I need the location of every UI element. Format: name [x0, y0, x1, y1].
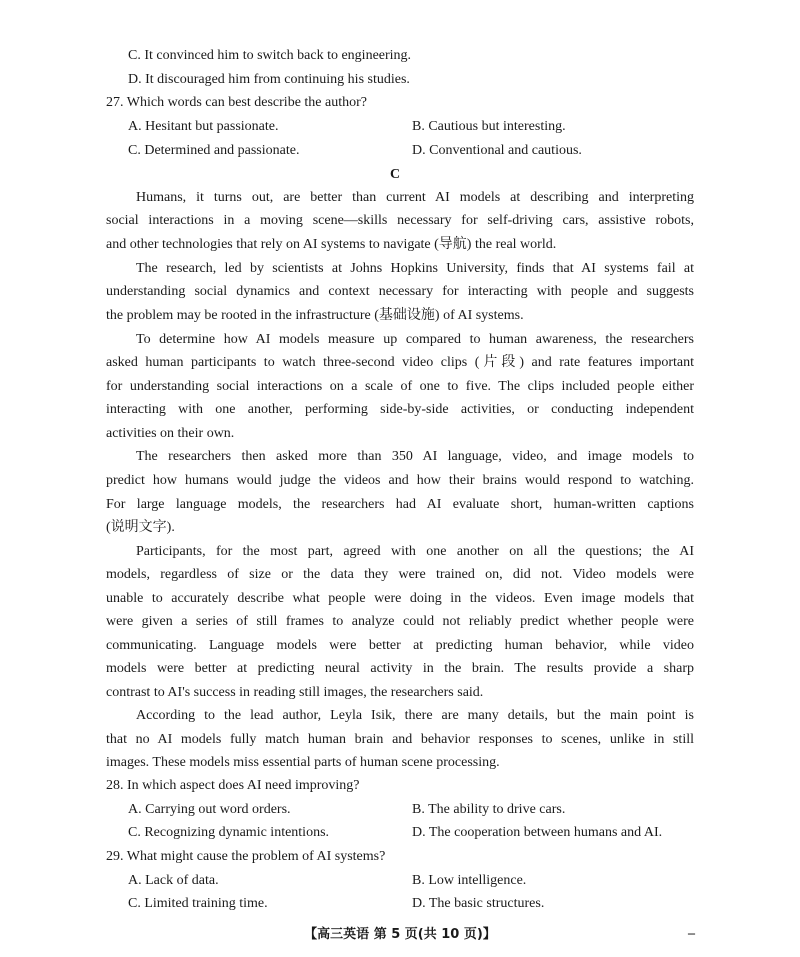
passage-line: Humans, it turns out, are better than current AI models at describing and interpreting	[136, 190, 694, 205]
prev-option-c: C. It convinced him to switch back to engineering.	[128, 48, 412, 63]
q29-option-d: D. The basic structures.	[412, 896, 545, 911]
passage-line: that no AI models fully match human brain and behavior responses to scenes, unlike in still	[106, 732, 694, 747]
passage-line: for understanding social interactions on a scale of one to five. The clips included people either	[106, 379, 694, 394]
passage-line: interacting with one another, performing side-by-side activities, or conducting independent	[106, 402, 694, 417]
q27-stem: 27. Which words can best describe the author?	[106, 95, 367, 110]
passage-line: (说明文字).	[106, 520, 175, 535]
passage-line: understanding social dynamics and context necessary for interacting with people and suggests	[106, 284, 694, 299]
q29-option-a: A. Lack of data.	[128, 873, 219, 888]
passage-line: The researchers then asked more than 350 AI language, video, and image models to	[136, 449, 694, 464]
q27-option-d: D. Conventional and cautious.	[412, 143, 582, 158]
q27-option-c: C. Determined and passionate.	[128, 143, 300, 158]
q27-option-b: B. Cautious but interesting.	[412, 119, 566, 134]
passage-line: were given a series of still frames to analyze could not reliably predict whether people were	[106, 614, 694, 629]
passage-line: unable to accurately describe what people were doing in the videos. Even image models that	[106, 591, 694, 606]
section-letter: C	[390, 167, 401, 182]
passage-line: and other technologies that rely on AI systems to navigate (导航) the real world.	[106, 237, 557, 252]
passage-line: asked human participants to watch three-second video clips (片段) and rate features important	[106, 355, 694, 370]
passage-line: social interactions in a moving scene—skills necessary for self-driving cars, assistive robots,	[106, 213, 694, 228]
q28-stem: 28. In which aspect does AI need improving?	[106, 778, 360, 793]
passage-line: the problem may be rooted in the infrastructure (基础设施) of AI systems.	[106, 308, 524, 323]
q28-option-d: D. The cooperation between humans and AI.	[412, 825, 663, 840]
passage-line: contrast to AI's success in reading still images, the researchers said.	[106, 685, 484, 700]
passage-line: predict how humans would judge the videos and how their brains would respond to watching.	[106, 473, 694, 488]
prev-option-d: D. It discouraged him from continuing his studies.	[128, 72, 410, 87]
q29-option-b: B. Low intelligence.	[412, 873, 527, 888]
passage-line: models, regardless of size or the data they were trained on, did not. Video models were	[106, 567, 694, 582]
passage-line: According to the lead author, Leyla Isik, there are many details, but the main point is	[136, 708, 694, 723]
passage-line: activities on their own.	[106, 426, 235, 441]
q28-option-c: C. Recognizing dynamic intentions.	[128, 825, 330, 840]
passage-line: To determine how AI models measure up compared to human awareness, the researchers	[136, 332, 694, 347]
passage-line: The research, led by scientists at Johns Hopkins University, finds that AI systems fail at	[136, 261, 694, 276]
corner-mark: –	[688, 926, 695, 941]
passage-line: communicating. Language models were better at predicting human behavior, while video	[106, 638, 694, 653]
q27-option-a: A. Hesitant but passionate.	[128, 119, 279, 134]
passage-line: models were better at predicting neural activity in the brain. The results provide a sharp	[106, 661, 694, 676]
passage-line: For large language models, the researchers had AI evaluate short, human-written captions	[106, 497, 694, 512]
passage-line: Participants, for the most part, agreed with one another on all the questions; the AI	[136, 544, 694, 559]
q29-option-c: C. Limited training time.	[128, 896, 268, 911]
passage-line: images. These models miss essential parts of human scene processing.	[106, 755, 500, 770]
q28-option-b: B. The ability to drive cars.	[412, 802, 566, 817]
page-footer: 【高三英语 第 5 页(共 10 页)】	[304, 927, 496, 942]
q28-option-a: A. Carrying out word orders.	[128, 802, 291, 817]
q29-stem: 29. What might cause the problem of AI systems?	[106, 849, 386, 864]
